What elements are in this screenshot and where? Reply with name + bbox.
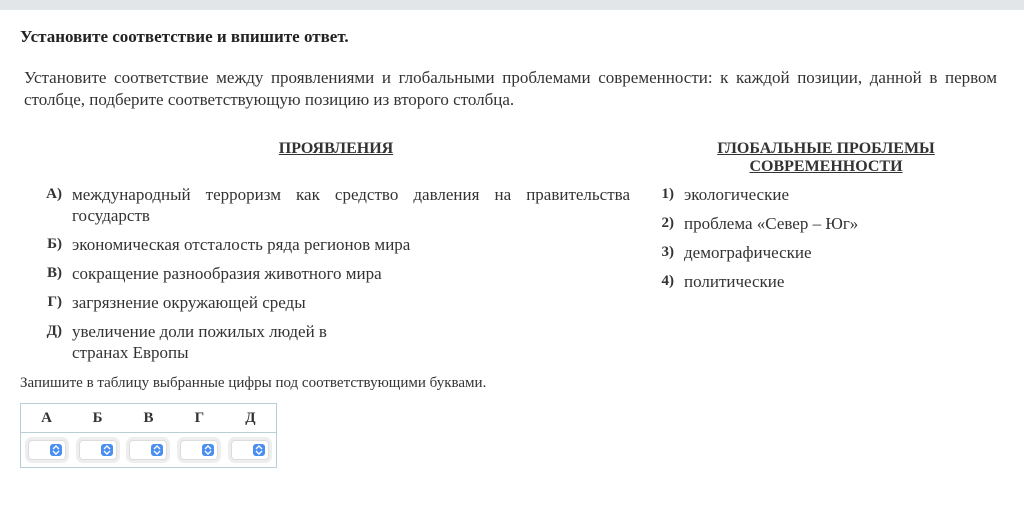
right-column-title-line2: СОВРЕМЕННОСТИ <box>749 158 903 175</box>
item-text: демографические <box>684 243 812 262</box>
up-down-chevron-icon <box>202 444 214 456</box>
answer-header-row <box>21 404 277 433</box>
item-label: Г) <box>47 294 62 310</box>
item-label: 4) <box>661 273 674 289</box>
manifestation-item-b <box>40 234 630 255</box>
item-text: экономическая отсталость ряда регионов мира <box>72 235 411 254</box>
left-column-title: ПРОЯВЛЕНИЯ <box>278 140 394 157</box>
up-down-chevron-icon <box>253 444 265 456</box>
answer-select-b[interactable] <box>79 440 117 460</box>
answer-select-d[interactable] <box>231 440 269 460</box>
item-label: Д) <box>46 323 62 339</box>
item-text: международный терроризм как средство давления на правительства государств <box>72 185 630 225</box>
right-column-title <box>700 140 952 176</box>
answer-select-v[interactable] <box>129 440 167 460</box>
answer-column-d: Д <box>225 404 277 433</box>
item-text: увеличение доли пожилых людей в странах Европы <box>72 322 327 362</box>
up-down-chevron-icon <box>101 444 113 456</box>
manifestation-item-v <box>40 263 630 284</box>
answer-select-row <box>21 433 277 468</box>
item-label: 2) <box>661 215 674 231</box>
problem-item-3 <box>654 242 954 263</box>
item-label: 1) <box>661 186 674 202</box>
answer-column-b: Б <box>72 404 123 433</box>
item-text: проблема «Север – Юг» <box>684 214 859 233</box>
manifestations-list <box>40 184 630 371</box>
answer-table <box>20 403 277 468</box>
problem-item-4 <box>654 271 954 292</box>
global-problems-list <box>654 184 954 300</box>
item-label: 3) <box>661 244 674 260</box>
item-text: экологические <box>684 185 789 204</box>
item-text: политические <box>684 272 785 291</box>
item-label: А) <box>46 186 62 202</box>
manifestation-item-a <box>40 184 630 226</box>
item-label: В) <box>47 265 62 281</box>
answer-select-g[interactable] <box>180 440 218 460</box>
problem-item-2 <box>654 213 954 234</box>
problem-item-1 <box>654 184 954 205</box>
item-text: загрязнение окружающей среды <box>72 293 306 312</box>
up-down-chevron-icon <box>151 444 163 456</box>
answer-note: Запишите в таблицу выбранные цифры под соответствующими буквами. <box>20 375 487 391</box>
top-bar <box>0 0 1024 10</box>
manifestation-item-d <box>40 321 630 363</box>
task-heading: Установите соответствие и впишите ответ. <box>20 27 349 46</box>
answer-column-a: А <box>21 404 73 433</box>
item-label: Б) <box>47 236 62 252</box>
answer-select-a[interactable] <box>28 440 66 460</box>
manifestation-item-g <box>40 292 630 313</box>
up-down-chevron-icon <box>50 444 62 456</box>
item-text: сокращение разнообразия животного мира <box>72 264 382 283</box>
task-instructions: Установите соответствие между проявлениями и глобальными проблемами современности: к каждой позиции, данной в первом столбце, подберите соответствующую позицию из второго столбца. <box>24 68 997 109</box>
right-column-title-line1: ГЛОБАЛЬНЫЕ ПРОБЛЕМЫ <box>717 140 935 157</box>
answer-column-v: В <box>123 404 174 433</box>
answer-column-g: Г <box>174 404 225 433</box>
